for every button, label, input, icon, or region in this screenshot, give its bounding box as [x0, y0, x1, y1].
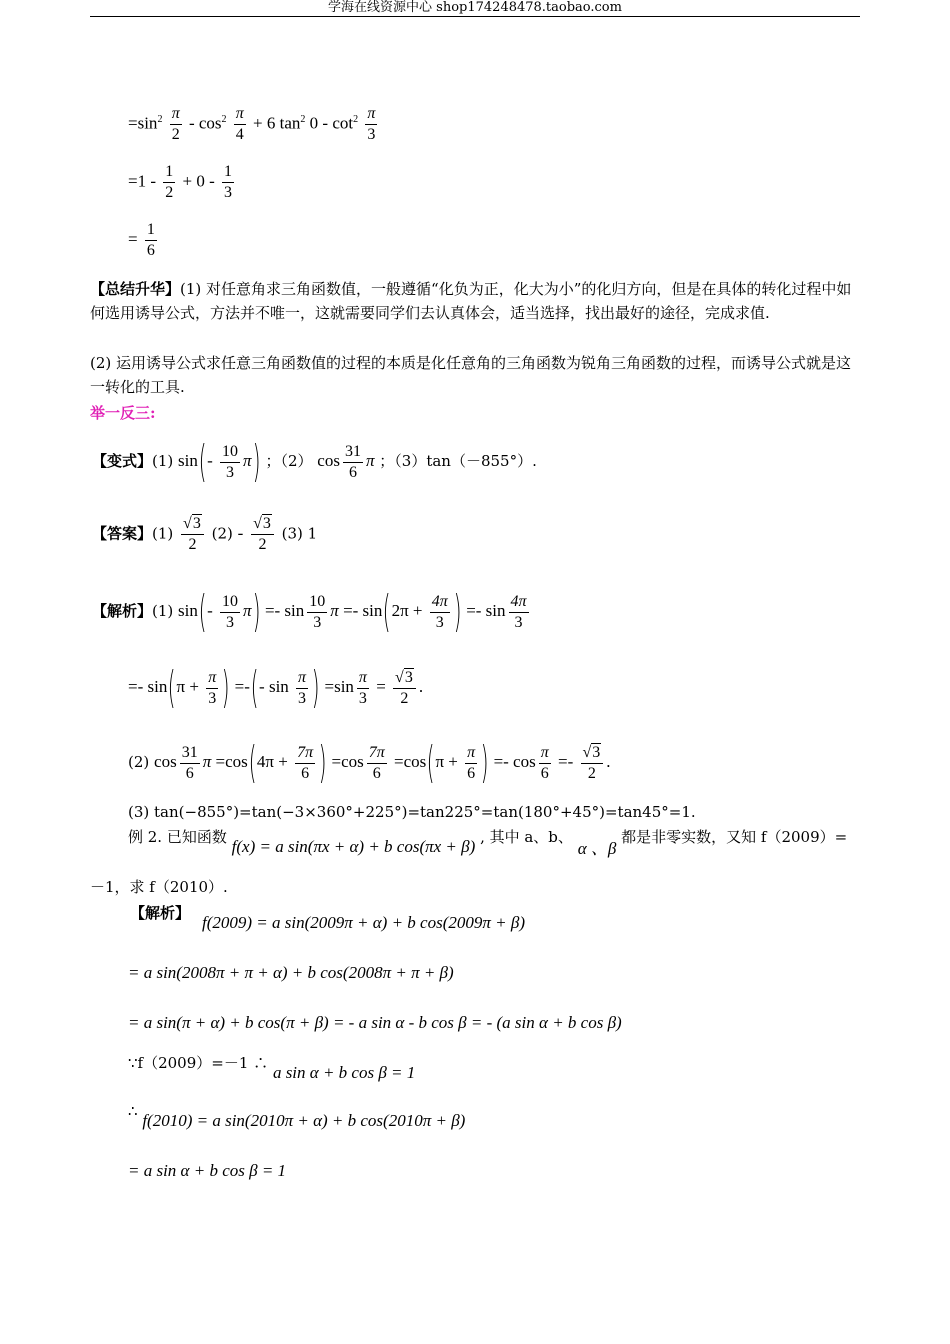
example2-step-4: ∵f（2009）=－1 ∴ a sin α + b cos β = 1 [128, 1054, 416, 1082]
example2-solution-label: 【解析】 [130, 904, 191, 922]
page-header: 学海在线资源中心 shop174248478.taobao.com [328, 0, 622, 15]
solution-line-1: 【解析】(1) sin(- $\frac{10}{3}$ π) =- sin $\frac{10}{3}$ π =- sin(2π + $\frac{4\pi}{3}$ ) =- sin $\frac{4\pi}{3}$ [92, 586, 527, 637]
eq-line-3: = $\frac{1}{6}$ [128, 221, 155, 259]
example2-line-1: 例 2. 已知函数 f(x) = a sin(πx + α) + b cos(πx + β) , 其中 a、b、 α 、β 都是非零实数，又知 f（2009）= [128, 828, 848, 858]
solution-line-4: (3) tan(−855°)=tan(−3×360°+225°)=tan225°=tan(180°+45°)=tan45°=1. [128, 803, 696, 821]
solution-line-2: =- sin(π + $\frac{\pi}{3}$ ) =-(- sin $\frac{\pi}{3}$ ) =sin $\frac{\pi}{3}$ = $\frac{√3}{2}$ . [128, 662, 424, 713]
variant-line: 【变式】(1) sin(- $\frac{10}{3}$ π) ；（2） cos $\frac{31}{6}$ π ；（3）tan（－855°）. [92, 436, 537, 487]
example2-step-5: ∴ f(2010) = a sin(2010π + α) + b cos(2010π + β) [128, 1102, 466, 1130]
example2-step-1: f(2009) = a sin(2009π + α) + b cos(2009π + β) [202, 913, 525, 932]
example2-step-2: = a sin(2008π + π + α) + b cos(2008π + π + β) [128, 963, 454, 982]
solution-line-3: (2) cos $\frac{31}{6}$ π =cos(4π + $\frac{7\pi}{6}$ ) =cos $\frac{7\pi}{6}$ =cos(π + $\frac{\pi}{6}$ ) =- cos $\frac{\pi}{6}$ =- $\frac{√3}{2}$ . [128, 737, 611, 788]
example2-step-3: = a sin(π + α) + b cos(π + β) = - a sin α - b cos β = - (a sin α + b cos β) [128, 1013, 622, 1032]
example2-line-2: －1，求 f（2010）. [90, 878, 228, 896]
header-rule [90, 16, 860, 17]
summary-p2: (2) 运用诱导公式求任意三角函数值的过程的本质是化任意角的三角函数为锐角三角函数的过程，而诱导公式就是这一转化的工具. [90, 354, 852, 396]
eq-line-1: $=\sin^2$ $\frac{\pi}{2}$ - $\cos^2$ $\frac{\pi}{4}$ + 6 $\tan^2 0 - \cot^2$ $\frac{\pi}{3}$ [128, 105, 376, 143]
practice-title: 举一反三: [90, 404, 156, 422]
summary-p1: 【总结升华】(1) 对任意角求三角函数值，一般遵循“化负为正，化大为小”的化归方向，但是在具体的转化过程中如何选用诱导公式，方法并不唯一，这就需要同学们去认真体会，适当选择，找出最好的途径，完成求值. [90, 280, 852, 322]
eq-line-2: =1 - $\frac{1}{2}$ + 0 - $\frac{1}{3}$ [128, 163, 232, 201]
answer-line: 【答案】(1) $\frac{√3}{2}$ (2) - $\frac{√3}{2}$ (3) 1 [92, 515, 318, 553]
example2-step-6: = a sin α + b cos β = 1 [128, 1161, 287, 1180]
